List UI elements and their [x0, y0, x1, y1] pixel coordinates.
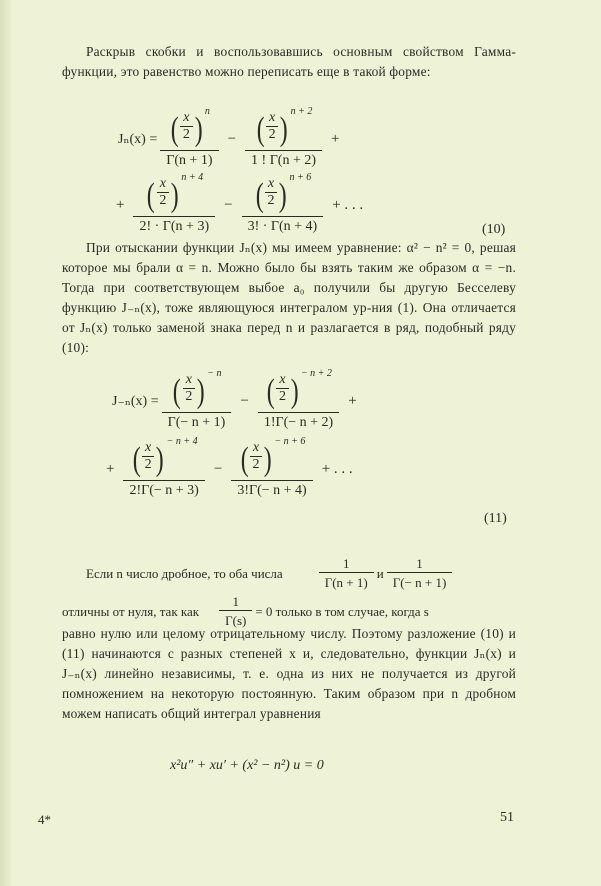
equation-number-11: (11)	[484, 511, 507, 526]
series-term: ( x 2 ) n + 4 2! · Γ(n + 3)	[133, 176, 215, 235]
paragraph-bessel	[62, 238, 516, 358]
fraction: $\frac{1}{\Gamma(n + 1)}$	[319, 556, 374, 591]
fractional-n-line	[86, 556, 455, 591]
text: отличны от нуля, так как	[62, 603, 200, 619]
paragraph-independence-text: равно нулю или целому отрицательному числу. Поэтому разложение (10) и (11) начинаются с разных степеней x и, следовательно, функции Jₙ(x) и J₋ₙ(x) линейно независимы, т. е. одна из них не получается из другой помножением на некоторую постоянную. Таким образом при n дробном можем написать общий интеграл уравнения	[62, 626, 516, 721]
operator: + . . .	[321, 461, 353, 477]
operator: −	[224, 197, 233, 213]
series-term: ( x 2 ) n Γ(n + 1)	[160, 110, 218, 169]
fraction: $\frac{1}{\Gamma(s)}$	[219, 594, 252, 629]
operator: −	[213, 461, 223, 477]
text: Если n число дробное, то оба числа	[86, 565, 283, 581]
page-number: 51	[500, 810, 514, 825]
operator: +	[348, 393, 357, 409]
series-term: ( x 2 ) − n + 4 2!Γ(− n + 3)	[123, 440, 204, 499]
operator: −	[240, 393, 249, 409]
series-term: ( x 2 ) n + 2 1 ! Γ(n + 2)	[245, 110, 322, 169]
equation-11-line-2	[100, 436, 359, 499]
operator: −	[227, 131, 237, 147]
equation-10-line-1	[118, 106, 345, 169]
signature-mark: 4*	[38, 812, 51, 827]
operator: +	[116, 197, 125, 213]
series-term: ( x 2 ) − n + 2 1!Γ(− n + 2)	[258, 372, 339, 431]
fraction: $\frac{1}{\Gamma(- n + 1)}$	[387, 556, 453, 591]
operator: +	[106, 461, 115, 477]
equation-number-10: (10)	[482, 222, 506, 237]
operator: + . . .	[332, 197, 364, 213]
series-term: ( x 2 ) − n + 6 3!Γ(− n + 4)	[231, 440, 312, 499]
page-edge-shadow	[0, 0, 14, 886]
paragraph-bessel-text: При отыскании функции Jₙ(x) мы имеем уравнение: α² − n² = 0, решая которое мы брали α = n. Можно было бы взять таким же образом α = −n. Тогда при соответствующем выбое a₀ получили бы другую Бесселеву функцию J₋ₙ(x), тоже являющуюся интегралом ур-ния (1). Она отличается от Jₙ(x) только заменой знака перед n и разлагается в ряд, подобный ряду (10):	[62, 240, 516, 355]
paragraph-intro-text: Раскрыв скобки и воспользовавшись основным свойством Гамма-функции, это равенство можно переписать еще в такой форме:	[62, 44, 516, 79]
series-term: ( x 2 ) − n Γ(− n + 1)	[162, 372, 232, 431]
paragraph-independence	[62, 624, 516, 724]
equation-lhs: Jₙ(x) =	[118, 132, 158, 147]
text: и	[376, 565, 384, 581]
series-term: ( x 2 ) n + 6 3! · Γ(n + 4)	[242, 176, 324, 235]
bessel-equation: x²u″ + xu′ + (x² − n²) u = 0	[170, 758, 324, 773]
equation-11-line-1	[112, 368, 363, 431]
text: = 0 только в том случае, когда s	[255, 603, 429, 619]
operator: +	[331, 131, 340, 147]
equation-lhs: J₋ₙ(x) =	[112, 394, 159, 409]
equation-10-line-2	[110, 172, 369, 235]
paragraph-intro	[62, 42, 516, 82]
